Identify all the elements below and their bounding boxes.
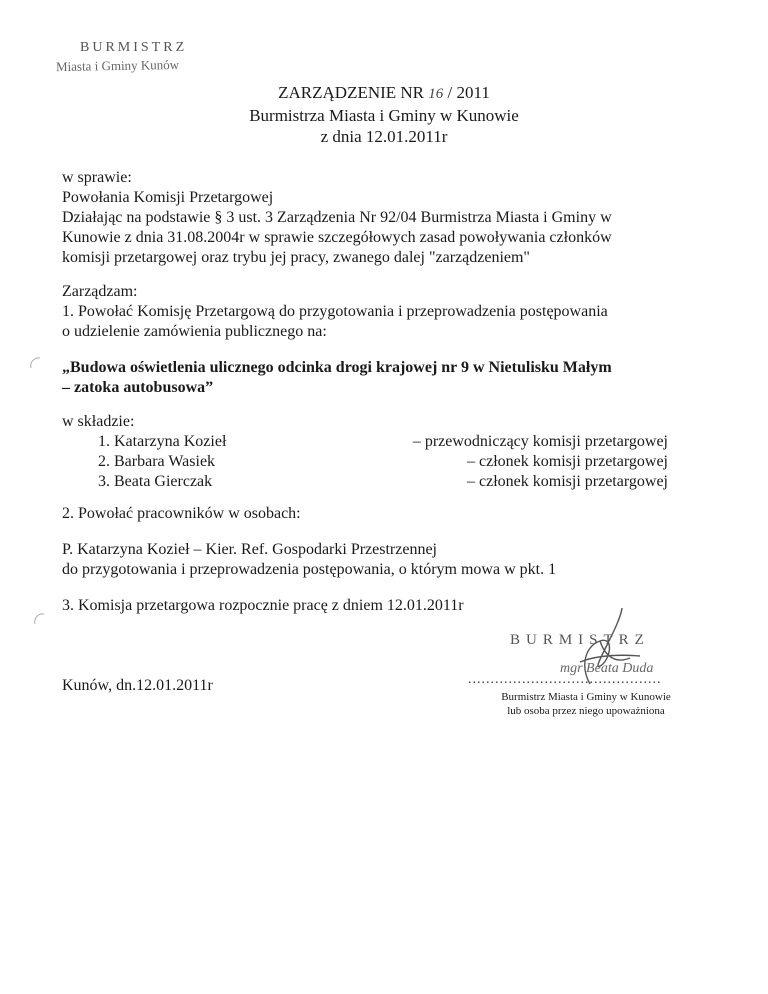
committee-label: w składzie:: [62, 413, 135, 430]
member-role: – przewodniczący komisji przetargowej: [412, 433, 668, 450]
stamp-title: BURMISTRZ: [80, 40, 188, 55]
order-label: Zarządzam:: [62, 283, 138, 300]
issuer-line: Burmistrza Miasta i Gminy w Kunowie: [249, 106, 519, 125]
basis-line-3: komisji przetargowej oraz trybu jej pracy, zwanego dalej "zarządzeniem": [62, 249, 530, 266]
point2-text: 2. Powołać pracowników w osobach:: [62, 505, 301, 522]
margin-punch-mark-icon: [32, 612, 46, 626]
point1-line-2: o udzielenie zamówienia publicznego na:: [62, 323, 327, 340]
point1-line-1: 1. Powołać Komisję Przetargową do przygotowania i przeprowadzenia postępowania: [62, 303, 608, 320]
project-line-1: „Budowa oświetlenia ulicznego odcinka drogi krajowej nr 9 w Nietulisku Małym: [62, 359, 612, 376]
member-name: 3. Beata Gierczak: [114, 472, 226, 492]
caption-line-2: lub osoba przez niego upoważniona: [507, 705, 665, 717]
handwritten-number: 16: [428, 86, 444, 102]
member-role: – członek komisji przetargowej: [467, 453, 668, 470]
basis-line-2: Kunowie z dnia 31.08.2004r w sprawie szczegółowych zasad powoływania członków: [62, 229, 612, 246]
committee-roles: [413, 412, 668, 492]
member-role: – członek komisji przetargowej: [467, 473, 668, 490]
title-suffix: / 2011: [447, 83, 490, 102]
point3-text: 3. Komisja przetargowa rozpocznie pracę z dniem 12.01.2011r: [62, 597, 464, 614]
document-title: [0, 82, 768, 105]
title-prefix: ZARZĄDZENIE NR: [278, 83, 425, 102]
place-date: Kunów, dn.12.01.2011r: [62, 677, 213, 694]
stamp-subtitle: Miasta i Gminy Kunów: [55, 56, 180, 75]
subject-label: w sprawie:: [62, 169, 132, 186]
member-name: 1. Katarzyna Kozieł: [114, 432, 226, 452]
date-line: z dnia 12.01.2011r: [320, 127, 448, 146]
signer-name: mgr Beata Duda: [560, 661, 654, 676]
person-line-1: P. Katarzyna Kozieł – Kier. Ref. Gospodarki Przestrzennej: [62, 541, 437, 558]
margin-punch-mark-icon: [28, 356, 42, 370]
subject-text: Powołania Komisji Przetargowej: [62, 189, 274, 206]
document-header: [0, 82, 768, 147]
person-line-2: do przygotowania i przeprowadzenia postępowania, o którym mowa w pkt. 1: [62, 561, 557, 578]
member-name: 2. Barbara Wasiek: [114, 452, 226, 472]
signature-stamp-title: BURMISTRZ: [510, 632, 650, 648]
signature-dots: ...........................................: [468, 672, 662, 687]
project-line-2: – zatoka autobusowa”: [62, 379, 214, 396]
signature-caption: [470, 690, 702, 718]
caption-line-1: Burmistrz Miasta i Gminy w Kunowie: [501, 691, 671, 703]
committee-list: [62, 412, 226, 492]
basis-line-1: Działając na podstawie § 3 ust. 3 Zarządzenia Nr 92/04 Burmistrza Miasta i Gminy w: [62, 209, 612, 226]
